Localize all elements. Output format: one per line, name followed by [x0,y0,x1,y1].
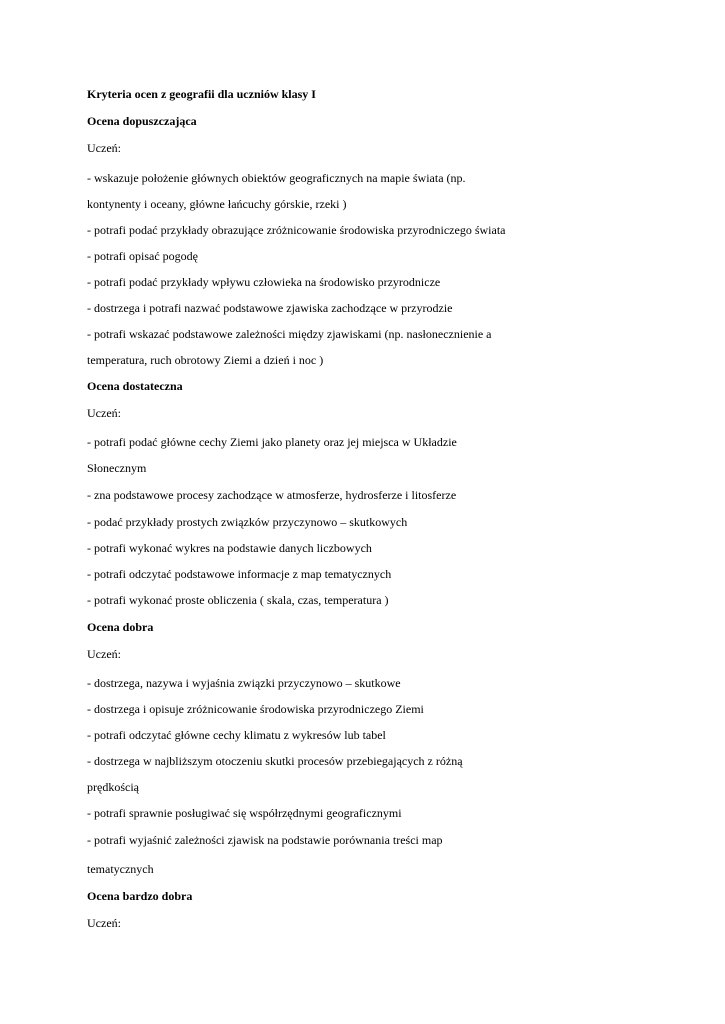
criteria-line: - potrafi sprawnie posługiwać się współrzędnymi geograficznymi [87,806,402,820]
section-heading-dopuszczajaca: Ocena dopuszczająca [87,114,197,128]
criteria-line: - potrafi odczytać podstawowe informacje z map tematycznych [87,567,392,581]
criteria-line: - potrafi odczytać główne cechy klimatu z wykresów lub tabel [87,728,386,742]
criteria-line: - potrafi podać główne cechy Ziemi jako planety oraz jej miejsca w Układzie [87,435,457,449]
section-heading-dobra: Ocena dobra [87,620,154,634]
criteria-line: - dostrzega i opisuje zróżnicowanie środowiska przyrodniczego Ziemi [87,702,424,716]
criteria-line: temperatura, ruch obrotowy Ziemi a dzień i noc ) [87,353,324,367]
criteria-line: - potrafi opisać pogodę [87,249,198,263]
criteria-line: kontynenty i oceany, główne łańcuchy górskie, rzeki ) [87,197,347,211]
criteria-line: Słonecznym [87,461,147,475]
criteria-line: - potrafi podać przykłady wpływu człowieka na środowisko przyrodnicze [87,275,441,289]
criteria-line: - podać przykłady prostych związków przyczynowo – skutkowych [87,515,408,529]
criteria-line: - dostrzega w najbliższym otoczeniu skutki procesów przebiegających z różną [87,754,463,768]
criteria-line: - dostrzega i potrafi nazwać podstawowe zjawiska zachodzące w przyrodzie [87,301,453,315]
criteria-line: prędkością [87,780,139,794]
criteria-line: - potrafi wskazać podstawowe zależności między zjawiskami (np. nasłonecznienie a [87,327,492,341]
section-heading-dostateczna: Ocena dostateczna [87,379,183,393]
criteria-line: - potrafi wykonać proste obliczenia ( skala, czas, temperatura ) [87,593,389,607]
criteria-line: - potrafi podać przykłady obrazujące zróżnicowanie środowiska przyrodniczego świata [87,223,506,237]
section-intro: Uczeń: [87,406,121,420]
criteria-line: - zna podstawowe procesy zachodzące w atmosferze, hydrosferze i litosferze [87,488,457,502]
section-heading-bardzo-dobra: Ocena bardzo dobra [87,889,193,903]
section-intro: Uczeń: [87,141,121,155]
section-intro: Uczeń: [87,647,121,661]
document-title: Kryteria ocen z geografii dla uczniów klasy I [87,87,316,101]
criteria-line: - potrafi wykonać wykres na podstawie danych liczbowych [87,541,372,555]
section-intro: Uczeń: [87,916,121,930]
criteria-line: tematycznych [87,862,154,876]
criteria-line: - wskazuje położenie głównych obiektów geograficznych na mapie świata (np. [87,171,466,185]
criteria-line: - potrafi wyjaśnić zależności zjawisk na podstawie porównania treści map [87,833,443,847]
criteria-line: - dostrzega, nazywa i wyjaśnia związki przyczynowo – skutkowe [87,676,401,690]
